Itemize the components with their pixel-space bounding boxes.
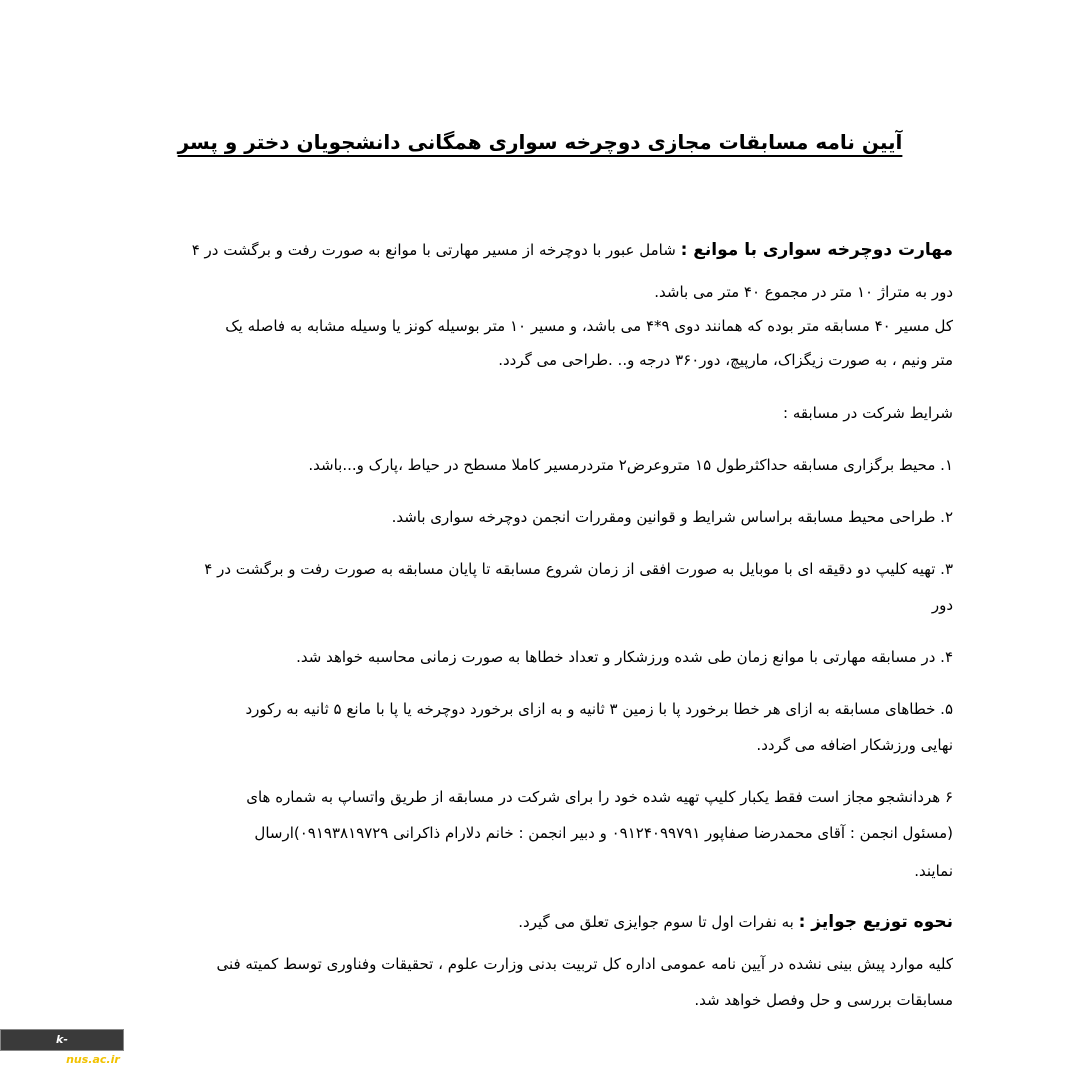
prizes-text: به نفرات اول تا سوم جوایزی تعلق می گیرد.	[518, 913, 799, 931]
prizes-line	[33, 910, 953, 934]
intro-line-3: کل مسیر ۴۰ مسابقه متر بوده که همانند دوی ۹*۴ می باشد، و مسیر ۱۰ متر بوسیله کونز یا وسیله مشابه به فاصله یک	[225, 317, 953, 335]
site-watermark	[0, 1029, 124, 1066]
intro-heading: مهارت دوچرخه سواری با موانع :	[680, 240, 953, 260]
condition-item-3-line-2: دور	[931, 596, 953, 614]
intro-line-1-text: شامل عبور با دوچرخه از مسیر مهارتی با موانع به صورت رفت و برگشت در ۴	[191, 241, 681, 259]
condition-item-3-line-1: ۳. تهیه کلیپ دو دقیقه ای با موبایل به صورت افقی از زمان شروع مسابقه تا پایان مسابقه به صورت رفت و برگشت در ۴	[204, 560, 953, 578]
condition-item-5-line-1: ۵. خطاهای مسابقه به ازای هر خطا برخورد پا با زمین ۳ ثانیه و به ازای برخورد دوچرخه یا پا با مانع ۵ ثانیه به رکورد	[245, 700, 953, 718]
conditions-heading: شرایط شرکت در مسابقه :	[783, 404, 953, 422]
condition-item-6-line-2: (مسئول انجمن : آقای محمدرضا صفاپور ۰۹۱۲۴۰۹۹۷۹۱ و دبیر انجمن : خانم دلارام ذاکرانی ۰۹۱۹۳۸۱۹۷۲۹)ارسال	[254, 824, 953, 842]
intro-line-2: دور به متراژ ۱۰ متر در مجموع ۴۰ متر می باشد.	[654, 283, 953, 301]
intro-line-4: متر ونیم ، به صورت زیگزاک، مارپیچ، دور۳۶۰ درجه و.. .طراحی می گردد.	[498, 351, 953, 369]
closing-line-2: مسابقات بررسی و حل وفصل خواهد شد.	[694, 991, 953, 1009]
intro-line-1	[33, 238, 953, 262]
prizes-heading: نحوه توزیع جوایز :	[798, 912, 953, 932]
closing-line-1: کلیه موارد پیش بینی نشده در آیین نامه عمومی اداره کل تربیت بدنی وزارت علوم ، تحقیقات وفناوری توسط کمیته فنی	[216, 955, 953, 973]
document-title: آیین نامه مسابقات مجازی دوچرخه سواری همگانی دانشجویان دختر و پسر	[177, 130, 903, 154]
condition-item-6-line-1: ۶ هردانشجو مجاز است فقط یکبار کلیپ تهیه شده خود را برای شرکت در مسابقه از طریق واتساپ به شماره های	[246, 788, 953, 806]
condition-item-2: ۲. طراحی محیط مسابقه براساس شرایط و قوانین ومقررات انجمن دوچرخه سواری باشد.	[391, 508, 953, 526]
watermark-accent: nus.ac.ir	[66, 1053, 120, 1066]
condition-item-5-line-2: نهایی ورزشکار اضافه می گردد.	[756, 736, 953, 754]
condition-item-6-line-3: نمایند.	[914, 862, 953, 880]
watermark-prefix: k-damghan.	[4, 1033, 68, 1066]
condition-item-1: ۱. محیط برگزاری مسابقه حداکثرطول ۱۵ متروعرض۲ متردرمسیر کاملا مسطح در حیاط ،پارک و...باشد.	[308, 456, 953, 474]
condition-item-4: ۴. در مسابقه مهارتی با موانع زمان طی شده ورزشکار و تعداد خطاها به صورت زمانی محاسبه خواهد شد.	[296, 648, 953, 666]
